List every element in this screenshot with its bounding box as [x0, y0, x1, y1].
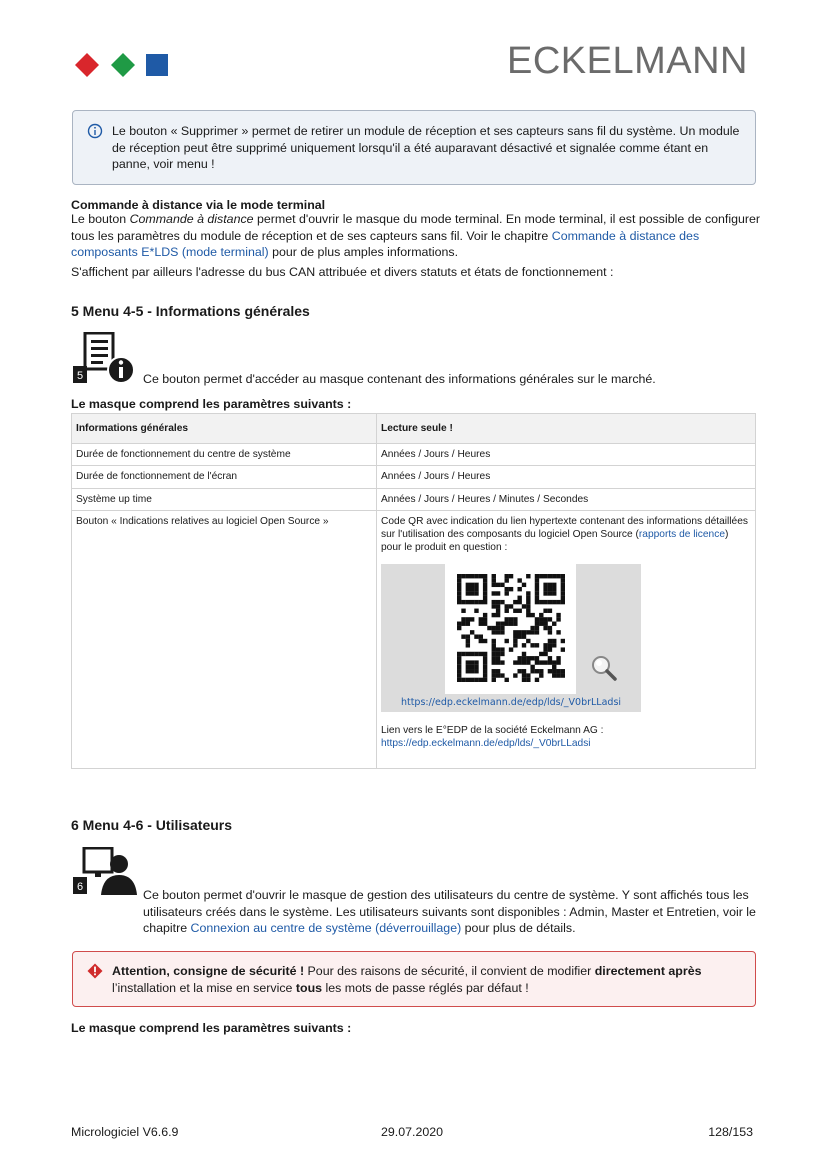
general-info-menu-icon [73, 332, 135, 384]
mask-label-5: Le masque comprend les paramètres suivants : [71, 397, 352, 411]
text: pour plus de détails. [461, 921, 576, 936]
table-row [72, 488, 756, 510]
text: Le bouton [71, 212, 130, 226]
table-cell: Années / Jours / Heures [377, 466, 756, 488]
table-header-row [72, 414, 756, 444]
qr-code-panel [381, 564, 641, 712]
remote-title: Commande à distance via le mode terminal [71, 198, 326, 212]
text: Ce bouton permet d'ouvrir le masque de gestion des utilisateurs du centre de système. Y sont affichés tous les utilisateurs créés dans le système. Les utilisateurs suivants sont disponibles : Admin, Master et Entretien, voir le chapitre [143, 888, 756, 936]
section-6-intro [71, 887, 761, 937]
footer-date: 29.07.2020 [381, 1125, 444, 1139]
qr-code-icon[interactable] [457, 574, 565, 682]
magnifier-icon[interactable] [590, 654, 618, 682]
remote-paragraph [71, 211, 761, 261]
security-warning [72, 951, 756, 1007]
warning-strong: tous [295, 980, 323, 995]
section-5-intro: Ce bouton permet d'accéder au masque contenant des informations générales sur le marché. [143, 372, 656, 386]
table-cell: Bouton « Indications relatives au logiciel Open Source » [72, 510, 377, 768]
text: Code QR avec indication du lien hypertexte contenant des informations détaillées sur l'utilisation des composants du logiciel Open Source ( [381, 515, 748, 540]
table-cell: Système up time [72, 488, 377, 510]
remote-mode-chapter-link[interactable]: Commande à distance des composants E*LDS (mode terminal) [71, 228, 700, 260]
remote-paragraph-2: S'affichent par ailleurs l'adresse du bus CAN attribuée et divers statuts et états de fonctionnement : [71, 265, 614, 279]
general-info-table [71, 413, 756, 769]
edp-link[interactable]: https://edp.eckelmann.de/edp/lds/_V0brLLadsi [381, 737, 591, 749]
mask-label-6: Le masque comprend les paramètres suivants : [71, 1021, 352, 1035]
table-cell-oss [377, 510, 756, 768]
menu-badge-5: 5 [76, 370, 84, 382]
info-note-text: Le bouton « Supprimer » permet de retirer un module de réception et ses capteurs sans fil du système. Un module de réception peut être supprimé uniquement lorsqu'il a été auparavant désactivé et signalée comme étant en panne, voir menu ! [112, 124, 740, 172]
table-cell: Durée de fonctionnement du centre de système [72, 444, 377, 466]
table-cell: Années / Jours / Heures [377, 444, 756, 466]
menu-badge-6: 6 [76, 881, 84, 893]
section-5-heading: 5 Menu 4-5 - Informations générales [71, 303, 310, 319]
footer-firmware: Micrologiciel V6.6.9 [71, 1125, 179, 1139]
warning-icon [87, 963, 103, 979]
table-header: Informations générales [72, 414, 377, 444]
edp-link-line [381, 724, 751, 751]
text: Lien vers le E°EDP de la société Eckelmann AG : [381, 724, 604, 736]
eckelmann-logo-icon [73, 50, 169, 80]
security-warning-text [112, 963, 742, 996]
text: permet d'ouvrir le masque du mode terminal. En mode terminal, il est possible de configurer tous les paramètres du module de réception et de ses capteurs sans fil. Voir le chapitre [71, 212, 761, 243]
table-row [72, 510, 756, 768]
emphasis: Commande à distance [129, 212, 254, 226]
warning-strong: Attention, consigne de sécurité ! [112, 964, 305, 978]
table-cell: Durée de fonctionnement de l'écran [72, 466, 377, 488]
section-6-heading: 6 Menu 4-6 - Utilisateurs [71, 817, 233, 833]
text: Pour des raisons de sécurité, il convient de modifier [304, 964, 595, 978]
license-reports-link[interactable]: rapports de licence [638, 529, 725, 540]
info-note [72, 110, 756, 185]
login-chapter-link[interactable]: Connexion au centre de système (déverrouillage) [190, 921, 462, 936]
table-cell: Années / Jours / Heures / Minutes / Secondes [377, 488, 756, 510]
table-header: Lecture seule ! [377, 414, 756, 444]
brand-name: ECKELMANN [507, 40, 748, 82]
table-row [72, 444, 756, 466]
warning-strong: directement après [594, 964, 702, 978]
info-icon [87, 123, 103, 139]
text: pour de plus amples informations. [268, 245, 459, 260]
footer-page-number: 128/153 [708, 1125, 753, 1139]
qr-url-caption: https://edp.eckelmann.de/edp/lds/_V0brLLadsi [400, 696, 622, 708]
text: ) pour le produit en question : [381, 529, 729, 554]
oss-description [381, 515, 751, 555]
text: l’installation et la mise en service [112, 980, 296, 995]
text: les mots de passe réglés par défaut ! [322, 980, 529, 995]
table-row [72, 466, 756, 488]
